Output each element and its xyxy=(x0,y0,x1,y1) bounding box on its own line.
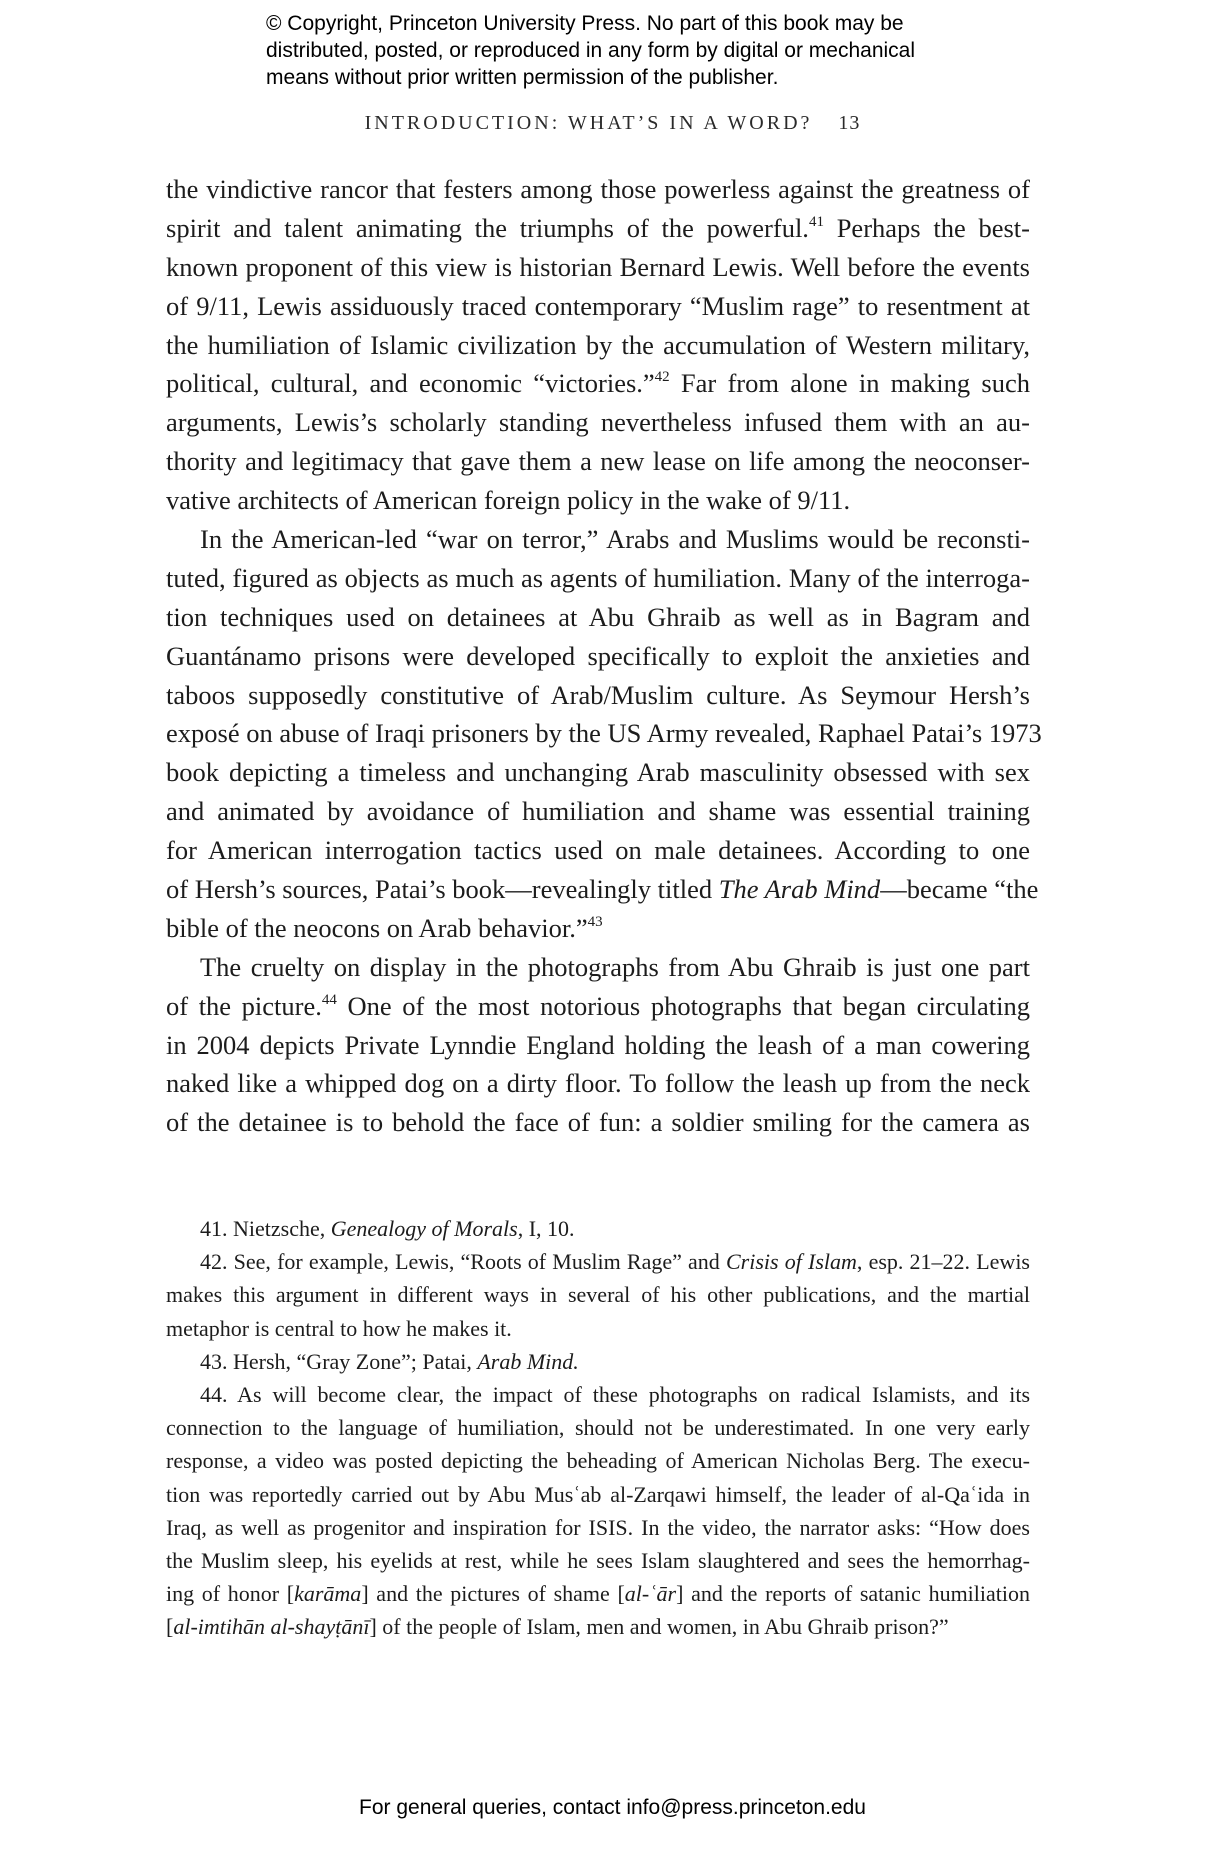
text-line xyxy=(166,559,1030,598)
text-span: 44. As will become clear, the impact of these photographs on radical Islamists, and its xyxy=(200,1381,1030,1407)
footnote-line xyxy=(166,1444,1030,1477)
text-line xyxy=(166,676,1030,715)
text-span: response, a video was posted depicting the beheading of American Nicholas Berg. The execu- xyxy=(166,1448,1030,1474)
text-span: taboos supposedly constitutive of Arab/Muslim culture. As Seymour Hersh’s xyxy=(166,679,1030,710)
text-span: of the picture. xyxy=(166,990,322,1021)
text-span: makes this argument in different ways in several of his other publications, and the martial xyxy=(166,1282,1030,1308)
text-line xyxy=(166,520,1030,559)
text-span: of Hersh’s sources, Patai’s book—revealingly titled xyxy=(166,874,719,905)
text-span: 42. See, for example, Lewis, “Roots of Muslim Rage” and xyxy=(200,1249,726,1275)
text-span: [ xyxy=(166,1614,174,1640)
text-line xyxy=(166,170,1030,209)
text-line xyxy=(166,1064,1030,1103)
footnote-line xyxy=(166,1411,1030,1444)
footnote-line xyxy=(166,1478,1030,1511)
footnote-line xyxy=(166,1312,1030,1345)
text-span: known proponent of this view is historian Bernard Lewis. Well before the events xyxy=(166,251,1030,282)
book-title: Genealogy of Morals xyxy=(330,1216,518,1241)
text-span: metaphor is central to how he makes it. xyxy=(166,1315,512,1341)
text-span: of the detainee is to behold the face of fun: a soldier smiling for the camera as xyxy=(166,1107,1030,1138)
text-span: the Muslim sleep, his eyelids at rest, while he sees Islam slaughtered and sees the hemorrhag- xyxy=(166,1547,1030,1573)
running-head xyxy=(0,112,1225,135)
text-line xyxy=(166,948,1030,987)
text-span: tuted, figured as objects as much as agents of humiliation. Many of the interroga- xyxy=(166,562,1030,593)
copyright-line: means without prior written permission of the publisher. xyxy=(266,66,779,89)
text-span: the humiliation of Islamic civilization by the accumulation of Western military, xyxy=(166,329,1030,360)
footnotes xyxy=(166,1212,1030,1643)
text-span: of 9/11, Lewis assiduously traced contemporary “Muslim rage” to resentment at xyxy=(166,290,1030,321)
text-span: book depicting a timeless and unchanging Arab masculinity obsessed with sex xyxy=(166,757,1030,788)
footnote-44 xyxy=(166,1378,1030,1411)
copyright-line: distributed, posted, or reproduced in any form by digital or mechanical xyxy=(266,39,916,62)
book-title: The Arab Mind xyxy=(718,874,881,905)
text-span: spirit and talent animating the triumphs of the powerful. xyxy=(166,212,809,243)
text-line xyxy=(166,637,1030,676)
footnote-ref-44[interactable]: 44 xyxy=(321,991,337,1008)
transliteration: al-ʿār xyxy=(624,1581,677,1607)
text-line xyxy=(166,442,1030,481)
text-span: One of the most notorious photographs that began circulating xyxy=(336,990,1030,1021)
text-line xyxy=(166,1026,1030,1065)
text-span: Perhaps the best- xyxy=(823,212,1030,243)
footnote-line xyxy=(166,1544,1030,1577)
text-span: exposé on abuse of Iraqi prisoners by the US Army revealed, Raphael Patai’s 1973 xyxy=(166,718,1042,749)
footnote-42 xyxy=(166,1245,1030,1278)
text-span: connection to the language of humiliation, should not be underestimated. In one very early xyxy=(166,1415,1030,1441)
footnote-line xyxy=(166,1278,1030,1311)
book-title: Crisis of Islam xyxy=(725,1249,857,1275)
text-span: 41. Nietzsche, xyxy=(200,1216,331,1241)
text-line xyxy=(166,909,1030,948)
book-title: Arab Mind. xyxy=(477,1348,579,1374)
copyright-notice xyxy=(266,10,1066,91)
text-line xyxy=(166,714,1042,753)
text-span: Iraq, as well as progenitor and inspiration for ISIS. In the video, the narrator asks: “How does xyxy=(166,1514,1030,1540)
text-line xyxy=(166,870,1039,909)
text-span: In the American-led “war on terror,” Arabs and Muslims would be reconsti- xyxy=(200,524,1030,555)
page-number: 13 xyxy=(838,112,861,134)
text-span: ] of the people of Islam, men and women, in Abu Ghraib prison?” xyxy=(369,1614,949,1640)
text-span: and animated by avoidance of humiliation and shame was essential training xyxy=(166,796,1030,827)
text-span: tion was reportedly carried out by Abu Musʿab al-Zarqawi himself, the leader of al-Qaʿida in xyxy=(166,1481,1030,1507)
footnote-43 xyxy=(166,1345,1030,1378)
text-line xyxy=(166,792,1030,831)
transliteration: karāma xyxy=(294,1581,362,1607)
text-span: —became “the xyxy=(880,874,1039,905)
text-span: The cruelty on display in the photographs from Abu Ghraib is just one part xyxy=(200,951,1030,982)
footer-contact: For general queries, contact info@press.princeton.edu xyxy=(359,1796,866,1819)
text-span: , esp. 21–22. Lewis xyxy=(856,1249,1030,1275)
text-span: for American interrogation tactics used on male detainees. According to one xyxy=(166,835,1030,866)
text-span: vative architects of American foreign policy in the wake of 9/11. xyxy=(166,485,851,516)
transliteration: al-imtihān al-shayṭānī xyxy=(173,1614,370,1640)
text-span: political, cultural, and economic “victories.” xyxy=(166,368,655,399)
text-span: bible of the neocons on Arab behavior.” xyxy=(166,912,588,943)
text-line xyxy=(166,326,1030,365)
text-line xyxy=(166,481,1030,520)
body-text xyxy=(166,170,1042,1142)
text-line xyxy=(166,287,1030,326)
copyright-line: © Copyright, Princeton University Press. No part of this book may be xyxy=(266,12,904,35)
text-span: 43. Hersh, “Gray Zone”; Patai, xyxy=(200,1348,478,1374)
footnote-line xyxy=(166,1577,1030,1610)
footnote-line xyxy=(166,1511,1030,1544)
footnote-ref-43[interactable]: 43 xyxy=(587,913,603,930)
text-line xyxy=(166,753,1030,792)
text-span: in 2004 depicts Private Lynndie England holding the leash of a man cowering xyxy=(166,1029,1030,1060)
text-span: ] and the reports of satanic humiliation xyxy=(676,1581,1031,1607)
text-span: ing of honor [ xyxy=(166,1581,295,1607)
text-span: the vindictive rancor that festers among those powerless against the greatness of xyxy=(166,174,1030,204)
text-span: Guantánamo prisons were developed specifically to exploit the anxieties and xyxy=(166,640,1030,671)
text-line xyxy=(166,248,1030,287)
footnote-ref-42[interactable]: 42 xyxy=(654,369,670,386)
text-span: thority and legitimacy that gave them a new lease on life among the neoconser- xyxy=(166,446,1030,477)
text-span: tion techniques used on detainees at Abu Ghraib as well as in Bagram and xyxy=(166,601,1030,632)
text-line xyxy=(166,1103,1030,1142)
text-line xyxy=(166,831,1030,870)
footnote-line xyxy=(166,1610,1030,1643)
text-span: naked like a whipped dog on a dirty floor. To follow the leash up from the neck xyxy=(166,1068,1030,1099)
footnote-41 xyxy=(166,1212,1030,1245)
text-line xyxy=(166,598,1030,637)
text-span: ] and the pictures of shame [ xyxy=(361,1581,625,1607)
text-line xyxy=(166,987,1030,1026)
footnote-ref-41[interactable]: 41 xyxy=(808,213,824,230)
running-head-title: INTRODUCTION: WHAT’S IN A WORD? xyxy=(364,112,813,134)
text-span: arguments, Lewis’s scholarly standing nevertheless infused them with an au- xyxy=(166,407,1030,438)
text-span: Far from alone in making such xyxy=(669,368,1030,399)
text-line xyxy=(166,209,1030,248)
text-span: , I, 10. xyxy=(517,1216,575,1241)
text-line xyxy=(166,403,1030,442)
text-line xyxy=(166,364,1030,403)
